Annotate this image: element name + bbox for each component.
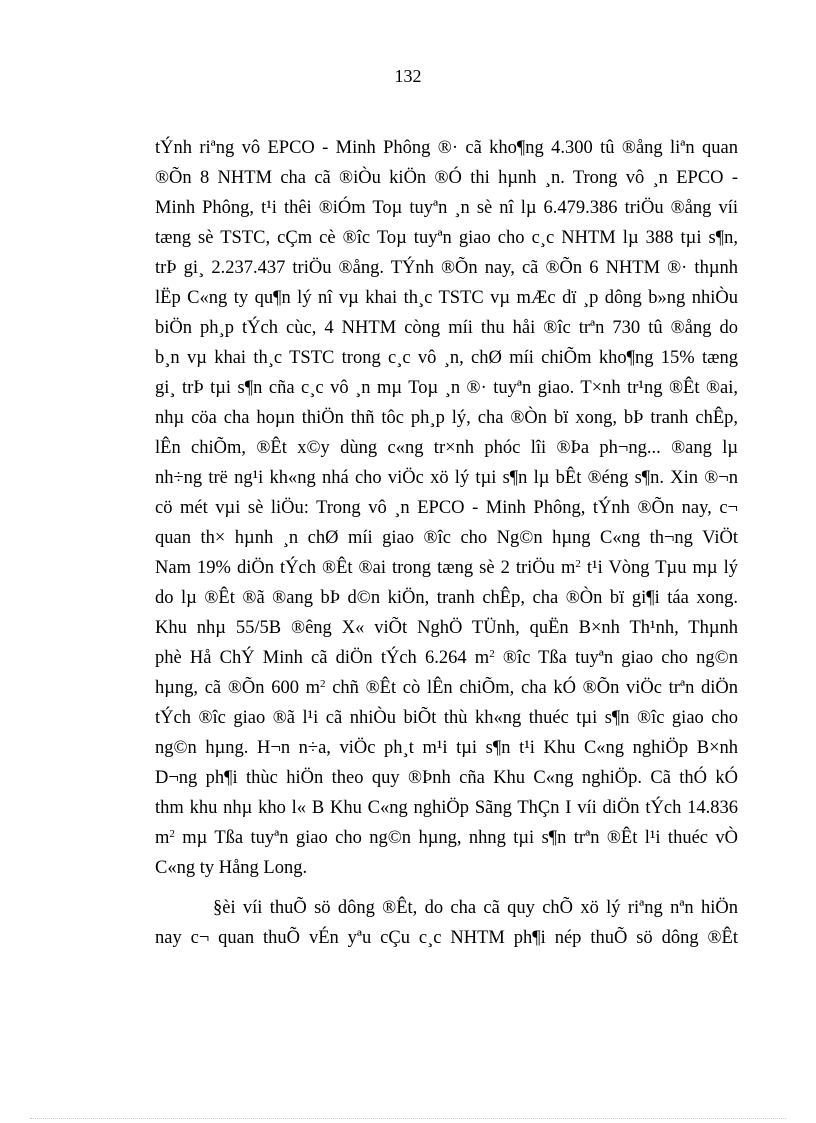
page-footer-divider — [30, 1118, 786, 1119]
text-line: ®Õn 8 NHTM cha cã ®iÒu kiÖn ®Ó thi hµnh ¸n. Trong vô ¸n EPCO - — [155, 168, 738, 188]
text-line: tæng sè TSTC, cÇm cè ®îc Toµ tuyªn giao cho c¸c NHTM lµ 388 tµi s¶n, — [155, 228, 738, 248]
text-line: do lµ ®Êt ®ã ®ang bÞ d©n kiÖn, tranh chÊp, cha ®Òn bï gi¶i táa xong. — [155, 588, 738, 608]
text-line: §èi víi thuÕ sö dông ®Êt, do cha cã quy chÕ xö lý riªng nªn hiÖn — [213, 898, 738, 918]
text-fragment: Nam 19% diÖn tÝch ®Êt ®ai trong tæng sè 2 triÖu m — [155, 558, 576, 578]
paragraph-1 — [155, 133, 738, 883]
text-line: lÊn chiÕm, ®Êt x©y dùng c«ng tr×nh phóc lîi ®Þa ph¬ng... ®ang lµ — [155, 438, 738, 458]
text-line: nh÷ng trë ng¹i kh«ng nhá cho viÖc xö lý tµi s¶n lµ bÊt ®éng s¶n. Xin ®¬n — [155, 468, 738, 488]
text-line: Khu nhµ 55/5B ®êng X« viÕt NghÖ TÜnh, quËn B×nh Th¹nh, Thµnh — [155, 618, 738, 638]
text-line: trÞ gi¸ 2.237.437 triÖu ®ång. TÝnh ®Õn nay, cã ®Õn 6 NHTM ®· thµnh — [155, 258, 738, 278]
text-fragment: t¹i Vòng Tµu mµ lý — [580, 558, 738, 578]
text-line: gi¸ trÞ tµi s¶n cña c¸c vô ¸n mµ Toµ ¸n ®· tuyªn giao. T×nh tr¹ng ®Êt ®ai, — [155, 378, 738, 398]
text-line — [155, 643, 738, 673]
text-line — [155, 823, 738, 853]
text-line: thm khu nhµ kho l« B Khu C«ng nghiÖp Sãng ThÇn I víi diÖn tÝch 14.836 — [155, 798, 738, 818]
text-line: tÝch ®îc giao ®ã l¹i cã nhiÒu biÕt thù kh«ng thuéc tµi s¶n ®îc giao cho — [155, 708, 738, 728]
page-number: 132 — [394, 66, 422, 86]
text-line: quan th× hµnh ¸n chØ míi giao ®îc cho Ng©n hµng C«ng th¬ng ViÖt — [155, 528, 738, 548]
text-line: b¸n vµ khai th¸c TSTC trong c¸c vô ¸n, chØ míi chiÕm kho¶ng 15% tæng — [155, 348, 738, 368]
text-fragment: phè Hå ChÝ Minh cã diÖn tÝch 6.264 m — [155, 648, 490, 668]
text-line: D¬ng ph¶i thùc hiÖn theo quy ®Þnh cña Khu C«ng nghiÖp. Cã thÓ kÓ — [155, 768, 738, 788]
superscript: 2 — [169, 828, 175, 840]
text-line: C«ng ty Hång Long. — [155, 858, 308, 878]
text-line: lËp C«ng ty qu¶n lý nî vµ khai th¸c TSTC vµ mÆc dï ¸p dông b»ng nhiÒu — [155, 288, 738, 308]
paragraph-gap — [155, 883, 738, 893]
text-line: biÖn ph¸p tÝch cùc, 4 NHTM còng míi thu håi ®îc trªn 730 tû ®ång do — [155, 318, 738, 338]
text-fragment: hµng, cã ®Õn 600 m — [155, 678, 321, 698]
body-text — [155, 133, 738, 953]
text-line: nhµ cöa cha hoµn thiÖn thñ tôc ph¸p lý, cha ®Òn bï xong, bÞ tranh chÊp, — [155, 408, 738, 428]
paragraph-2 — [155, 893, 738, 953]
text-line: Minh Phông, t¹i thêi ®iÓm Toµ tuyªn ¸n sè nî lµ 6.479.386 triÖu ®ång víi — [155, 198, 738, 218]
text-line: nay c¬ quan thuÕ vÉn yªu cÇu c¸c NHTM ph¶i nép thuÕ sö dông ®Êt — [155, 928, 738, 948]
text-fragment: ®îc Tßa tuyªn giao cho ng©n — [494, 648, 738, 668]
text-line — [155, 553, 738, 583]
text-line: tÝnh riªng vô EPCO - Minh Phông ®· cã kho¶ng 4.300 tû ®ång liªn quan — [155, 138, 738, 158]
text-line: ng©n hµng. H¬n n÷a, viÖc ph¸t m¹i tµi s¶n t¹i Khu C«ng nghiÖp B×nh — [155, 738, 738, 758]
text-fragment: mµ Tßa tuyªn giao cho ng©n hµng, nhng tµi s¶n trªn ®Êt l¹i thuéc vÒ — [174, 828, 738, 848]
text-line: cö mét vµi sè liÖu: Trong vô ¸n EPCO - Minh Phông, tÝnh ®Õn nay, c¬ — [155, 498, 738, 518]
text-fragment: chñ ®Êt cò lÊn chiÕm, cha kÓ ®Õn viÖc trªn diÖn — [325, 678, 739, 698]
text-fragment: m — [155, 828, 170, 848]
superscript: 2 — [489, 648, 495, 660]
text-line — [155, 673, 738, 703]
superscript: 2 — [575, 558, 581, 570]
superscript: 2 — [320, 678, 326, 690]
